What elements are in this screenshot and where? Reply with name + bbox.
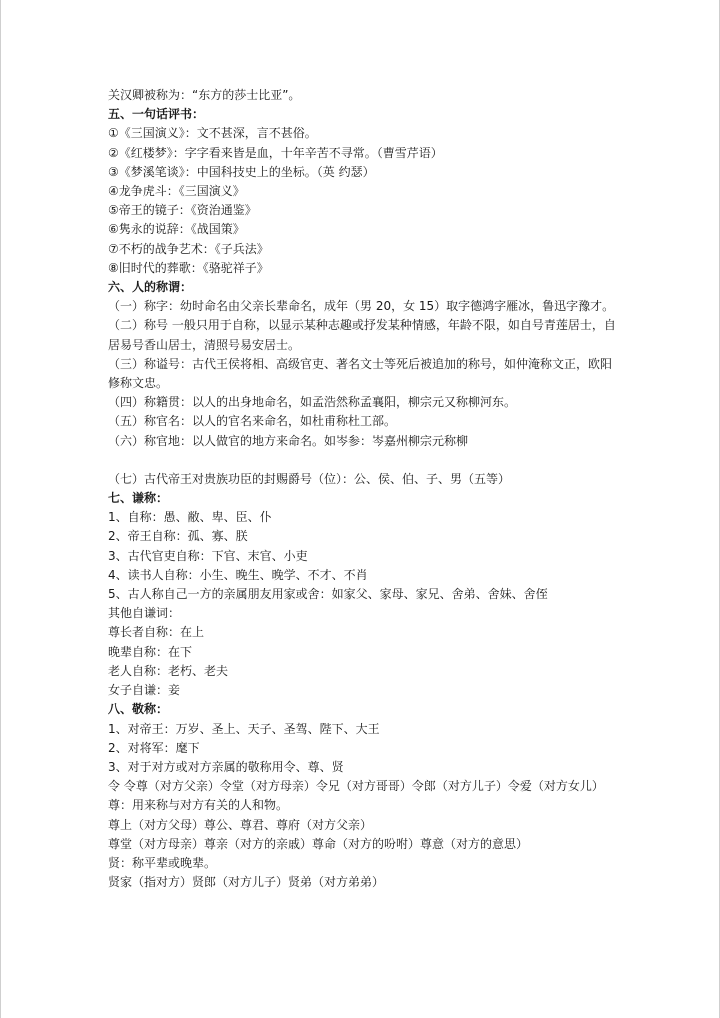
paragraph: （三）称谥号：古代王侯将相、高级官吏、著名文士等死后被追加的称号，如仲淹称文正，欧阳修称文忠。 (108, 356, 613, 391)
list-item: ⑥隽永的说辞：《战国策》 (108, 222, 245, 237)
list-item: 2、帝王自称：孤、寡、朕 (108, 529, 248, 544)
list-item: 1、自称：愚、敝、卑、臣、仆 (108, 510, 272, 525)
blank-line (108, 451, 620, 470)
text-line: 贤家（指对方）贤郎（对方儿子）贤弟（对方弟弟） (108, 875, 385, 890)
text-line: 关汉卿被称为：“东方的莎士比亚”。 (108, 88, 301, 102)
paragraph: （五）称官名：以人的官名来命名，如杜甫称杜工部。 (108, 414, 397, 429)
list-item: 5、古人称自己一方的亲属朋友用家或舍：如家父、家母、家兄、舍弟、舍妹、舍侄 (108, 587, 548, 602)
text-line: 女子自谦：妾 (108, 683, 181, 698)
list-item: 4、读书人自称：小生、晚生、晚学、不才、不肖 (108, 567, 368, 582)
list-item: 3、古代官吏自称：下官、末官、小吏 (108, 548, 308, 563)
list-item: ⑦不朽的战争艺术：《子兵法》 (108, 241, 269, 256)
section-heading: 七、谦称： (108, 491, 169, 506)
list-item: 3、对于对方或对方亲属的敬称用令、尊、贤 (108, 759, 344, 774)
list-item: 1、对帝王：万岁、圣上、天子、圣驾、陛下、大王 (108, 721, 380, 736)
text-line: 尊长者自称：在上 (108, 625, 205, 640)
paragraph: （二）称号 一般只用于自称，以显示某种志趣或抒发某种情感，年龄不限，如自号青莲居士，自居易号香山居士，清照号易安居士。 (108, 318, 616, 352)
text-line: 尊上（对方父母）尊公、尊君、尊府（对方父亲） (108, 817, 373, 832)
text-line: 其他自谦词： (108, 606, 181, 621)
paragraph: （七）古代帝王对贵族功臣的封赐爵号（位）：公、侯、伯、子、男（五等） (108, 471, 511, 486)
section-heading: 六、人的称谓： (108, 280, 193, 295)
paragraph: （四）称籍贯：以人的出身地命名，如孟浩然称孟襄阳，柳宗元又称柳河东。 (108, 395, 517, 410)
paragraph: （一）称字：幼时命名由父亲长辈命名，成年（男 20，女 15）取字德鸿字雁冰，鲁迅字豫才。 (108, 299, 615, 314)
section-heading: 八、敬称： (108, 702, 169, 717)
text-line: 老人自称：老朽、老夫 (108, 663, 229, 678)
section-heading: 五、一句话评书： (108, 107, 205, 122)
text-line: 尊堂（对方母亲）尊亲（对方的亲戚）尊命（对方的吩咐）尊意（对方的意思） (108, 836, 529, 851)
document-body (108, 86, 620, 892)
list-item: ⑧旧时代的葬歌：《骆驼祥子》 (108, 260, 269, 275)
list-item: ①《三国演义》：文不甚深，言不甚俗。 (108, 126, 317, 141)
paragraph: 令 令尊（对方父亲）令堂（对方母亲）令兄（对方哥哥）令郎（对方儿子）令爱（对方女儿） (108, 779, 604, 794)
text-line: 尊：用来称与对方有关的人和物。 (108, 798, 289, 813)
list-item: ⑤帝王的镜子：《资治通鉴》 (108, 203, 257, 218)
list-item: ③《梦溪笔谈》：中国科技史上的坐标。（英 约瑟） (108, 164, 375, 179)
text-line: 贤：称平辈或晚辈。 (108, 855, 217, 870)
text-line: 晚辈自称：在下 (108, 644, 193, 659)
paragraph: （六）称官地：以人做官的地方来命名。如岑参：岑嘉州柳宗元称柳 (108, 433, 469, 448)
list-item: ②《红楼梦》：字字看来皆是血，十年辛苦不寻常。（曹雪芹语） (108, 145, 443, 160)
list-item: 2、对将军：麾下 (108, 740, 200, 755)
list-item: ④龙争虎斗：《三国演义》 (108, 184, 245, 199)
